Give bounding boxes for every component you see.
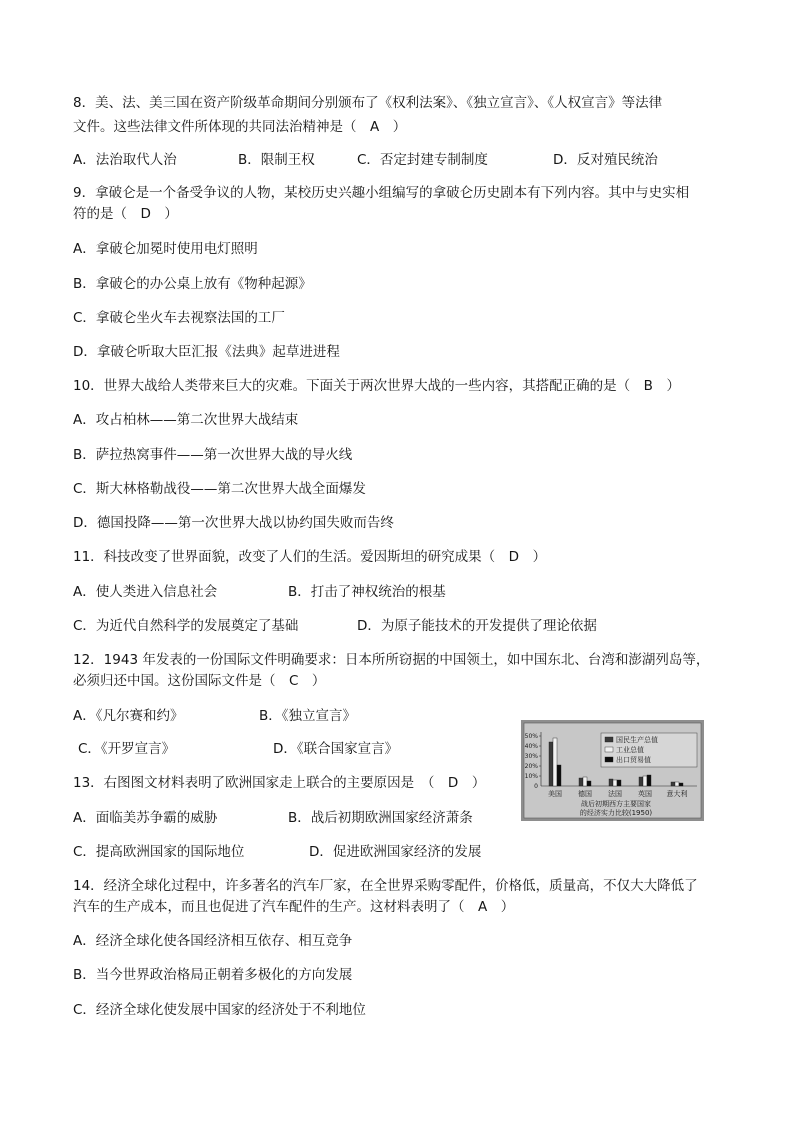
option-b: B．《独立宣言》: [259, 708, 357, 724]
option-a: A．法治取代人治: [73, 152, 177, 168]
option-d: D．为原子能技术的开发提供了理论依据: [357, 618, 597, 634]
question-stem-line: 汽车的生产成本，而且也促进了汽车配件的生产。这材料表明了（ A ）: [73, 899, 515, 915]
question-stem-line: 8．美、法、美三国在资产阶级革命期间分别颁布了《权利法案》、《独立宣言》、《人权宣言》等法律: [73, 95, 663, 111]
option-c: C．否定封建专制制度: [357, 152, 488, 168]
legend-swatch: [605, 737, 613, 742]
option-b: B．打击了神权统治的根基: [288, 584, 446, 600]
question-stem-line: 12．1943 年发表的一份国际文件明确要求：日本所所窃据的中国领土，如中国东北、台湾和澎湖列岛等，: [73, 652, 710, 668]
option-a: A．拿破仑加冕时使用电灯照明: [73, 241, 258, 257]
question-stem-line: 必须归还中国。这份国际文件是（ C ）: [73, 673, 326, 689]
y-tick-label: 10%: [524, 773, 538, 780]
legend-swatch: [605, 757, 613, 762]
legend-label: 工业总值: [616, 746, 644, 754]
x-tick-label: 意大利: [666, 790, 688, 798]
option-b: B．限制王权: [238, 152, 315, 168]
chart-bar: [579, 778, 583, 786]
question-stem-line: 14．经济全球化过程中，许多著名的汽车厂家，在全世界采购零配件，价格低，质量高，不仅大大降低了: [73, 878, 698, 894]
question-stem-line: 10．世界大战给人类带来巨大的灾难。下面关于两次世界大战的一些内容，其搭配正确的是（ B ）: [73, 378, 680, 394]
option-c: C．经济全球化使发展中国家的经济处于不利地位: [73, 1002, 366, 1018]
option-c: C．为近代自然科学的发展奠定了基础: [73, 618, 299, 634]
chart-bar: [671, 782, 675, 786]
option-a: A．面临美苏争霸的威胁: [73, 810, 218, 826]
legend-swatch: [605, 747, 613, 752]
option-b: B．萨拉热窝事件——第一次世界大战的导火线: [73, 447, 353, 463]
chart-bar: [587, 781, 591, 786]
option-a: A．攻占柏林——第二次世界大战结束: [73, 412, 299, 428]
x-tick-label: 德国: [578, 790, 592, 798]
chart-bar: [613, 780, 617, 786]
chart-bar: [647, 775, 651, 786]
question-stem-line: 符的是（ D ）: [73, 206, 178, 222]
x-tick-label: 法国: [608, 790, 622, 798]
option-d: D．促进欧洲国家经济的发展: [309, 844, 482, 860]
x-tick-label: 美国: [548, 790, 562, 798]
option-c: C．《开罗宣言》: [78, 741, 176, 757]
chart-bar: [617, 780, 621, 786]
option-a: A．使人类进入信息社会: [73, 584, 218, 600]
chart-bar: [583, 777, 587, 786]
chart-bar: [549, 742, 553, 786]
question-stem-line: 13．右图图文材料表明了欧洲国家走上联合的主要原因是 （ D ）: [73, 775, 486, 791]
option-c: C．斯大林格勒战役——第二次世界大战全面爆发: [73, 481, 366, 497]
chart-caption: 战后初期西方主要国家: [581, 800, 651, 808]
option-b: B．拿破仑的办公桌上放有《物种起源》: [73, 276, 312, 292]
option-d: D．拿破仑听取大臣汇报《法典》起草进进程: [73, 344, 340, 360]
chart-bar: [675, 782, 679, 786]
chart-bar: [609, 779, 613, 786]
chart-bar: [679, 783, 683, 786]
chart-bar: [639, 777, 643, 786]
option-b: B．战后初期欧洲国家经济萧条: [288, 810, 473, 826]
option-d: D．德国投降——第一次世界大战以协约国失败而告终: [73, 515, 394, 531]
chart-figure: [521, 720, 704, 821]
y-tick-label: 50%: [524, 733, 538, 740]
legend-label: 国民生产总值: [616, 736, 658, 744]
question-stem-line: 11．科技改变了世界面貌，改变了人们的生活。爱因斯坦的研究成果（ D ）: [73, 549, 547, 565]
question-stem-line: 文件。这些法律文件所体现的共同法治精神是（ A ）: [73, 119, 407, 135]
chart-bar: [557, 765, 561, 786]
option-a: A．《凡尔赛和约》: [73, 708, 184, 724]
y-tick-label: 20%: [524, 763, 538, 770]
option-d: D．《联合国家宣言》: [273, 741, 399, 757]
figure-chart: [521, 720, 704, 821]
chart-bar: [643, 776, 647, 786]
y-tick-label: 40%: [524, 743, 538, 750]
option-c: C．拿破仑坐火车去视察法国的工厂: [73, 310, 285, 326]
chart-bar: [553, 738, 557, 786]
option-b: B．当今世界政治格局正朝着多极化的方向发展: [73, 967, 353, 983]
y-tick-label: 30%: [524, 753, 538, 760]
option-a: A．经济全球化使各国经济相互依存、相互竞争: [73, 933, 353, 949]
chart-caption: 的经济实力比较(1950): [579, 809, 653, 817]
question-stem-line: 9．拿破仑是一个备受争议的人物，某校历史兴趣小组编写的拿破仑历史剧本有下列内容。其中与史实相: [73, 185, 690, 201]
option-d: D．反对殖民统治: [553, 152, 658, 168]
option-c: C．提高欧洲国家的国际地位: [73, 844, 245, 860]
y-tick-label: 0: [534, 783, 538, 790]
x-tick-label: 英国: [638, 790, 652, 798]
legend-label: 出口贸易值: [616, 756, 651, 764]
